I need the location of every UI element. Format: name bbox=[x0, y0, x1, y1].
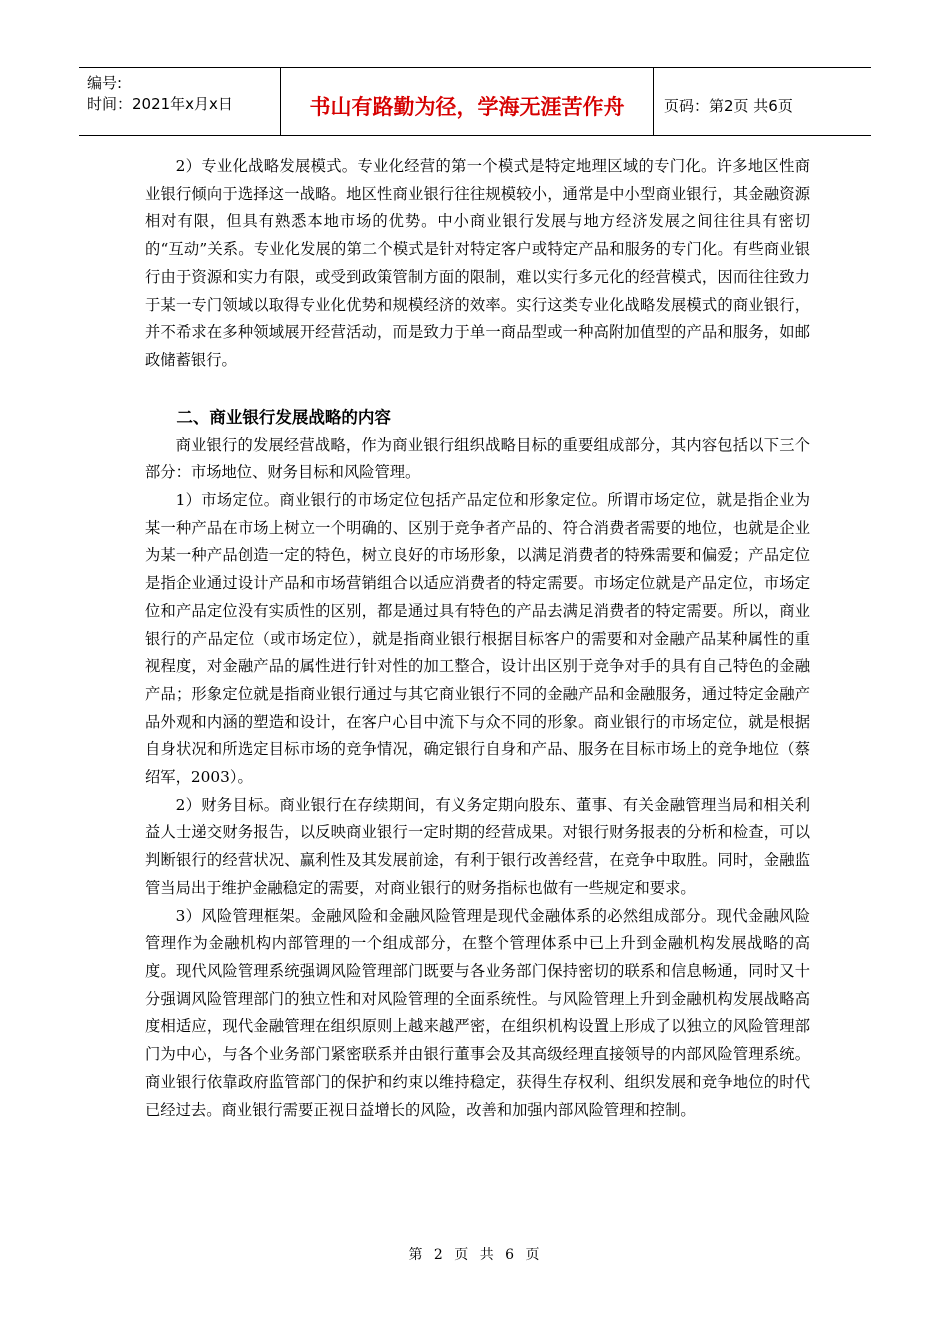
document-number-label: 编号: bbox=[87, 74, 123, 92]
paragraph-strategy-intro: 商业银行的发展经营战略，作为商业银行组织战略目标的重要组成部分，其内容包括以下三个部分：市场地位、财务目标和风险管理。 bbox=[145, 435, 810, 482]
paragraph-financial-goals: 2）财务目标。商业银行在存续期间，有义务定期向股东、董事、有关金融管理当局和相关利益人士递交财务报告，以反映商业银行一定时期的经营成果。对银行财务报表的分析和检查，可以判断银行的经营状况、赢利性及其发展前途，有利于银行改善经营，在竞争中取胜。同时，金融监管当局出于维护金融稳定的需要，对商业银行的财务指标也做有一些规定和要求。 bbox=[145, 795, 810, 897]
paragraph-specialization-strategy: 2）专业化战略发展模式。专业化经营的第一个模式是特定地理区域的专门化。许多地区性商业银行倾向于选择这一战略。地区性商业银行往往规模较小，通常是中小型商业银行，其金融资源相对有限，但具有熟悉本地市场的优势。中小商业银行发展与地方经济发展之间往往具有密切的“互动”关系。专业化发展的第二个模式是针对特定客户或特定产品和服务的专门化。有些商业银行由于资源和实力有限，或受到政策管制方面的限制，难以实行多元化的经营模式，因而往往致力于某一专门领域以取得专业化优势和规模经济的效率。实行这类专业化战略发展模式的商业银行，并不希求在多种领域展开经营活动，而是致力于单一商品型或一种高附加值型的产品和服务，如邮政储蓄银行。 bbox=[145, 157, 810, 369]
document-date: 时间：2021年x月x日 bbox=[87, 95, 233, 113]
section-heading: 二、商业银行发展战略的内容 bbox=[176, 407, 391, 427]
header-motto: 书山有路勤为径，学海无涯苦作舟 bbox=[281, 68, 654, 135]
paragraph-risk-management: 3）风险管理框架。金融风险和金融风险管理是现代金融体系的必然组成部分。现代金融风险管理作为金融机构内部管理的一个组成部分，在整个管理体系中已上升到金融机构发展战略的高度。现代风险管理系统强调风险管理部门既要与各业务部门保持密切的联系和信息畅通，同时又十分强调风险管理部门的独立性和对风险管理的全面系统性。与风险管理上升到金融机构发展战略高度相适应，现代金融管理在组织原则上越来越严密，在组织机构设置上形成了以独立的风险管理部门为中心，与各个业务部门紧密联系并由银行董事会及其高级经理直接领导的内部风险管理系统。商业银行依靠政府监管部门的保护和约束以维持稳定，获得生存权利、组织发展和竞争地位的时代已经过去。商业银行需要正视日益增长的风险，改善和加强内部风险管理和控制。 bbox=[145, 906, 810, 1119]
page-footer-number: 第 2 页 共 6 页 bbox=[408, 1247, 542, 1263]
document-body bbox=[145, 153, 810, 1124]
paragraph-market-positioning: 1）市场定位。商业银行的市场定位包括产品定位和形象定位。所谓市场定位，就是指企业为某一种产品在市场上树立一个明确的、区别于竞争者产品的、符合消费者需要的地位，也就是企业为某一种产品创造一定的特色，树立良好的市场形象，以满足消费者的特殊需要和偏爱；产品定位是指企业通过设计产品和市场营销组合以适应消费者的特定需要。市场定位就是产品定位，市场定位和产品定位没有实质性的区别，都是通过具有特色的产品去满足消费者的特定需要。所以，商业银行的产品定位（或市场定位），就是指商业银行根据目标客户的需要和对金融产品某种属性的重视程度，对金融产品的属性进行针对性的加工整合，设计出区别于竞争对手的具有自己特色的金融产品；形象定位就是指商业银行通过与其它商业银行不同的金融产品和金融服务，通过特定金融产品外观和内涵的塑造和设计，在客户心目中流下与众不同的形象。商业银行的市场定位，就是根据自身状况和所选定目标市场的竞争情况，确定银行自身和产品、服务在目标市场上的竞争地位（蔡绍军，2003）。 bbox=[145, 491, 810, 787]
header-meta bbox=[79, 68, 281, 135]
header-page-info: 页码：第2页 共6页 bbox=[664, 97, 793, 115]
page-header bbox=[79, 67, 871, 136]
